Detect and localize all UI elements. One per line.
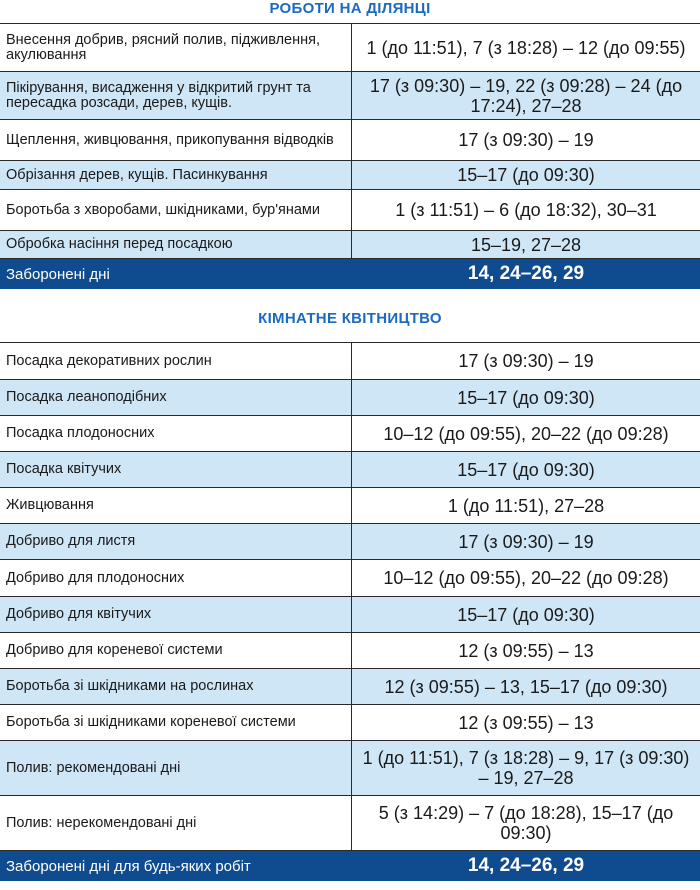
work-type-label: Щеплення, живцювання, прикопування відводків: [0, 120, 352, 160]
dates-value: 15–17 (до 09:30): [457, 604, 595, 625]
table-row: [0, 669, 700, 705]
work-type-label: Добриво для плодоносних: [0, 560, 352, 596]
dates-value: 12 (з 09:55) – 13: [458, 712, 594, 733]
forbidden-days-row: [0, 259, 700, 289]
work-type-label: Посадка квітучих: [0, 452, 352, 487]
work-type-label: Полив: рекомендовані дні: [0, 741, 352, 795]
dates-value: 12 (з 09:55) – 13, 15–17 (до 09:30): [384, 676, 668, 697]
work-type-label: Внесення добрив, рясний полив, підживлення, акулювання: [0, 24, 352, 71]
work-type-label: Посадка леаноподібних: [0, 380, 352, 415]
dates-value: 12 (з 09:55) – 13: [458, 640, 594, 661]
dates-value: 15–17 (до 09:30): [457, 387, 595, 408]
dates-value: 15–17 (до 09:30): [457, 459, 595, 480]
table-row: [0, 705, 700, 741]
section-title-garden: РОБОТИ НА ДІЛЯНЦІ: [269, 0, 431, 17]
dates-value: 1 (до 11:51), 27–28: [447, 495, 605, 516]
work-type-label: Пікірування, висадження у відкритий грунт та пересадка розсади, дерев, кущів.: [0, 72, 352, 119]
dates-value: 17 (з 09:30) – 19: [458, 130, 594, 150]
table-row: [0, 452, 700, 488]
forbidden-days-row: [0, 851, 700, 881]
dates-value: 1 (з 11:51) – 6 (до 18:32), 30–31: [395, 200, 657, 220]
dates-value: 15–17 (до 09:30): [457, 165, 595, 185]
table-row: [0, 560, 700, 597]
garden-works-table: [0, 23, 700, 289]
dates-value: 1 (до 11:51), 7 (з 18:28) – 9, 17 (з 09:30) – 19, 27–28: [362, 748, 690, 788]
dates-value: 10–12 (до 09:55), 20–22 (до 09:28): [383, 568, 669, 588]
work-type-label: Добриво для кореневої системи: [0, 633, 352, 668]
table-row: [0, 524, 700, 560]
work-type-label: Посадка плодоносних: [0, 416, 352, 451]
table-row: [0, 633, 700, 669]
table-row: [0, 597, 700, 633]
dates-value: 15–19, 27–28: [470, 234, 582, 255]
table-row: [0, 72, 700, 120]
table-row: [0, 24, 700, 72]
work-type-label: Заборонені дні: [0, 259, 352, 289]
work-type-label: Боротьба з хворобами, шкідниками, бур'янами: [0, 190, 352, 230]
work-type-label: Обробка насіння перед посадкою: [0, 231, 352, 258]
work-type-label: Боротьба зі шкідниками кореневої системи: [0, 705, 352, 740]
work-type-label: Добриво для квітучих: [0, 597, 352, 632]
dates-value: 17 (з 09:30) – 19: [458, 351, 594, 371]
indoor-flowers-table: [0, 342, 700, 881]
table-row: [0, 416, 700, 452]
table-row: [0, 120, 700, 161]
dates-value: 14, 24–26, 29: [467, 855, 585, 876]
table-row: [0, 488, 700, 524]
dates-value: 1 (до 11:51), 7 (з 18:28) – 12 (до 09:55): [366, 37, 686, 58]
work-type-label: Живцювання: [0, 488, 352, 523]
dates-value: 10–12 (до 09:55), 20–22 (до 09:28): [383, 423, 669, 444]
work-type-label: Боротьба зі шкідниками на рослинах: [0, 669, 352, 704]
work-type-label: Полив: нерекомендовані дні: [0, 796, 352, 850]
dates-value: 5 (з 14:29) – 7 (до 18:28), 15–17 (до 09:30): [378, 803, 674, 843]
table-row: [0, 741, 700, 796]
dates-value: 17 (з 09:30) – 19: [458, 531, 594, 552]
table-row: [0, 796, 700, 851]
table-row: [0, 161, 700, 190]
work-type-label: Посадка декоративних рослин: [0, 343, 352, 379]
work-type-label: Обрізання дерев, кущів. Пасинкування: [0, 161, 352, 189]
table-row: [0, 343, 700, 380]
table-row: [0, 231, 700, 259]
work-type-label: Заборонені дні для будь-яких робіт: [0, 851, 352, 881]
table-row: [0, 190, 700, 231]
dates-value: 17 (з 09:30) – 19, 22 (з 09:28) – 24 (до 17:24), 27–28: [369, 75, 683, 116]
table-row: [0, 380, 700, 416]
work-type-label: Добриво для листя: [0, 524, 352, 559]
section-title-indoor: КІМНАТНЕ КВІТНИЦТВО: [258, 310, 442, 327]
dates-value: 14, 24–26, 29: [467, 263, 585, 284]
